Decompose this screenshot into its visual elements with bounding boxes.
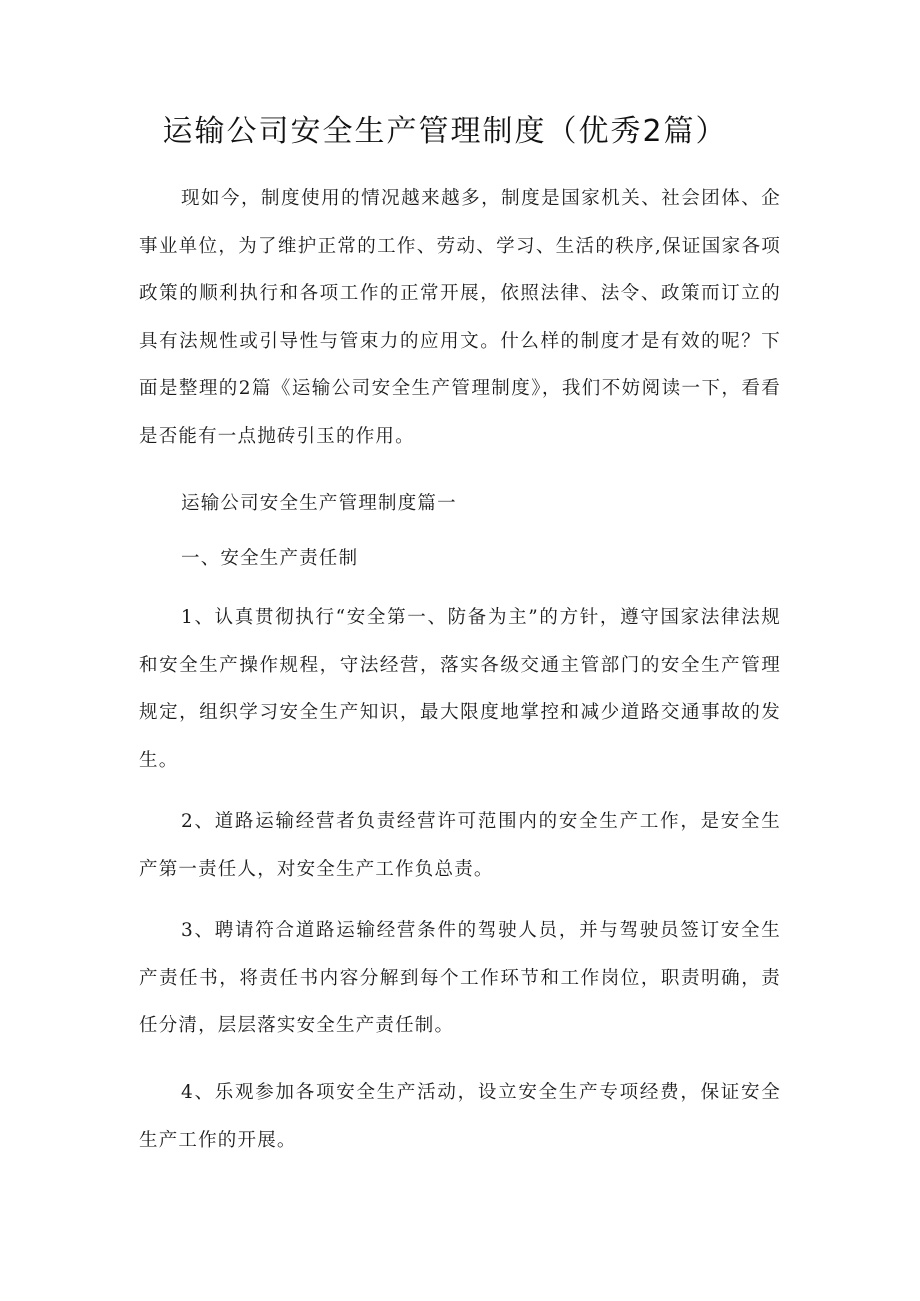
- item-paragraph-3: 3、聘请符合道路运输经营条件的驾驶人员，并与驾驶员签订安全生产责任书，将责任书内容分解到每个工作环节和工作岗位，职责明确，责任分清，层层落实安全生产责任制。: [139, 920, 781, 1036]
- document-title: 运输公司安全生产管理制度（优秀2篇）: [162, 114, 728, 149]
- item-paragraph-1: 1、认真贯彻执行“安全第一、防备为主”的方针，遵守国家法律法规和安全生产操作规程，守法经营，落实各级交通主管部门的安全生产管理规定，组织学习安全生产知识，最大限度地掌控和减少道路交通事故的发生。: [139, 607, 781, 771]
- item-paragraph-4: 4、乐观参加各项安全生产活动，设立安全生产专项经费，保证安全生产工作的开展。: [139, 1082, 781, 1151]
- item-paragraph-2: 2、道路运输经营者负责经营许可范围内的安全生产工作，是安全生产第一责任人，对安全生产工作负总责。: [139, 811, 781, 880]
- intro-paragraph: 现如今，制度使用的情况越来越多，制度是国家机关、社会团体、企事业单位，为了维护正常的工作、劳动、学习、生活的秩序,保证国家各项政策的顺利执行和各项工作的正常开展，依照法律、法令、政策而订立的具有法规性或引导性与管束力的应用文。什么样的制度才是有效的呢？下面是整理的2篇《运输公司安全生产管理制度》，我们不妨阅读一下，看看是否能有一点抛砖引玉的作用。: [139, 188, 781, 447]
- section1-heading: 一、安全生产责任制: [181, 548, 359, 569]
- part1-heading: 运输公司安全生产管理制度篇一: [181, 493, 457, 514]
